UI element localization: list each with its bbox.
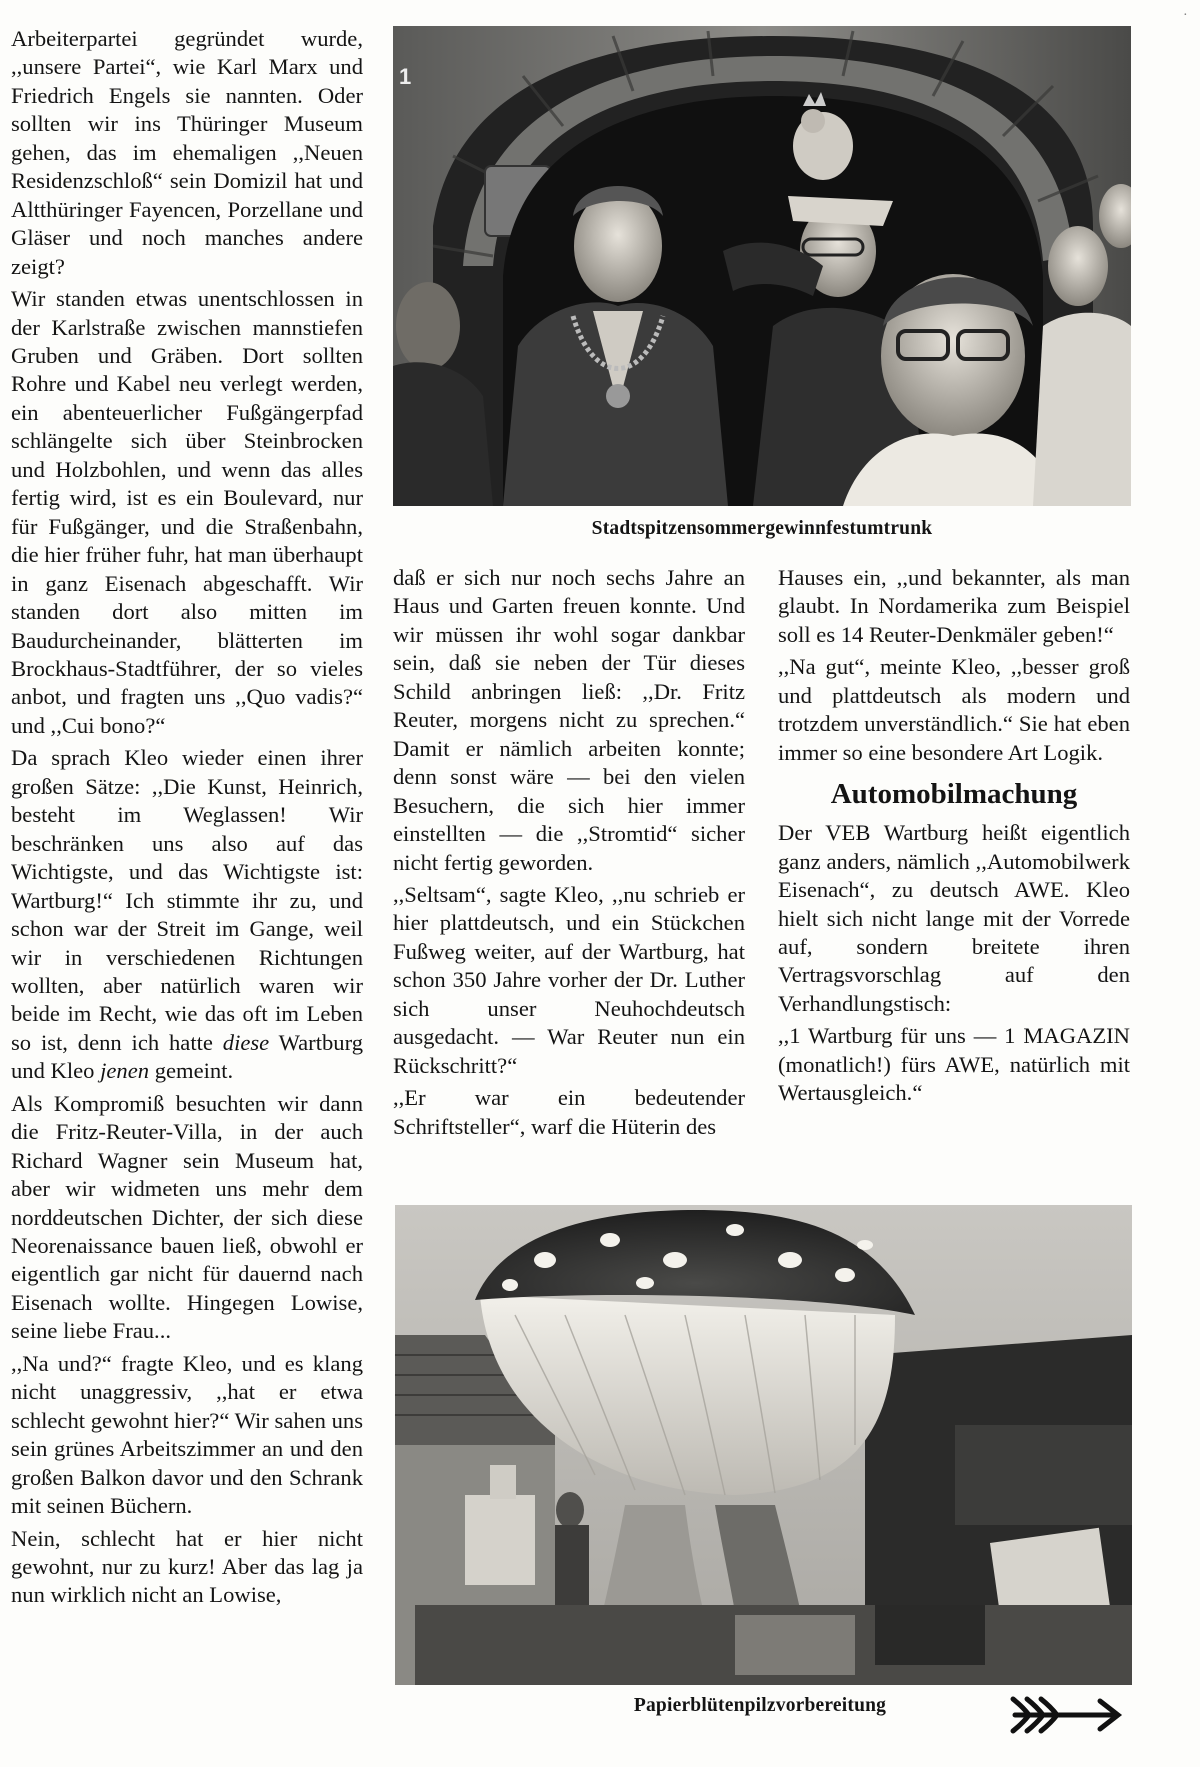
paragraph: Wir standen etwas unentschlossen in der Karlstraße zwischen mannstiefen Gruben und Gräben. Dort sollten Rohre und Kabel neu verlegt werden, ein abenteuerlicher Fußgängerpfad schlängelte sich über Steinbrocken und Holzbohlen, und wenn das alles fertig wird, ist es ein Boulevard, nur für Fußgänger, und die Straßenbahn, die hier früher fuhr, hat man überhaupt in ganz Eisenach abgeschafft. Wir standen dort also mitten im Baudurcheinander, blätterten im Brockhaus-Stadtführer, der so vieles anbot, und fragten uns ,,Quo vadis?“ und ,,Cui bono?“ xyxy=(11,286,363,738)
paragraph: ,,Er war ein bedeutender Schriftsteller“, warf die Hüterin des xyxy=(393,1085,745,1139)
paragraph: ,,Na und?“ fragte Kleo, und es klang nicht unaggressiv, ,,hat er etwa schlecht gewohnt hier?“ Wir sahen uns sein grünes Arbeitszimmer an und den großen Balkon davor und den Schrank mit seinen Büchern. xyxy=(11,1350,363,1519)
section-heading: Automobilmachung xyxy=(830,778,1078,811)
text-column-left xyxy=(11,25,363,1610)
paragraph: Arbeiterpartei gegründet wurde, ,,unsere Partei“, wie Karl Marx und Friedrich Engels sie nannten. Oder sollten wir ins Thüringer Museum gehen, das im ehemaligen ,,Neuen Residenzschloß“ sein Domizil hat und Altthüringer Fayencen, Porzellane und Gläser und noch manches andere zeigt? xyxy=(11,26,363,279)
photo-paper-mushroom xyxy=(395,1205,1132,1685)
paragraph: Hauses ein, ,,und bekannter, als man glaubt. In Nordamerika zum Beispiel soll es 14 Reuter-Denkmäler geben!“ xyxy=(778,565,1130,647)
paragraph: Da sprach Kleo wieder einen ihrer großen Sätze: ,,Die Kunst, Heinrich, besteht im Weglassen! Wir beschränken uns also auf das Wichtigste, und das Wichtigste ist: Wartburg!“ Ich stimmte ihr zu, und schon war der Streit im Gange, weil wir in verschiedenen Richtungen wollten, aber natürlich waren wir beide im Recht, wie das oft im Leben so ist, denn ich hatte diese Wartburg und Kleo jenen gemeint. xyxy=(11,745,363,1084)
paragraph: Nein, schlecht hat er hier nicht gewohnt, nur zu kurz! Aber das lag ja nun wirklich nicht an Lowise, xyxy=(11,1525,363,1608)
photo-caption-bottom: Papierblütenpilzvorbereitung xyxy=(633,1695,887,1716)
paragraph: ,,Seltsam“, sagte Kleo, ,,nu schrieb er hier plattdeutsch, und ein Stückchen Fußweg weiter, auf der Wartburg, hat schon 350 Jahre vorher der Dr. Luther sich unser Neuhochdeutsch ausgedacht. — War Reuter nun ein Rückschritt?“ xyxy=(393,881,745,1078)
photo-illustration xyxy=(395,1205,1132,1685)
photo-illustration xyxy=(393,26,1131,506)
paragraph: ,,1 Wartburg für uns — 1 MAGAZIN (monatlich!) fürs AWE, natürlich mit Wertausgleich.“ xyxy=(778,1023,1130,1106)
paragraph: Als Kompromiß besuchten wir dann die Fritz-Reuter-Villa, in der auch Richard Wagner sein Museum hat, aber wir widmeten uns mehr dem norddeutschen Dichter, der sich diese Neorenaissance bauen ließ, obwohl er eigentlich gar nicht für dauernd nach Eisenach wollte. Hingegen Lowise, seine liebe Frau... xyxy=(11,1090,363,1344)
text-column-middle xyxy=(393,564,745,1141)
door-number: 1 xyxy=(399,64,412,89)
emphasis: jenen xyxy=(100,1058,150,1084)
emphasis: diese xyxy=(222,1029,270,1055)
text-column-right xyxy=(778,564,1130,1108)
page-corner-mark: · xyxy=(1183,8,1188,23)
paragraph: ,,Na gut“, meinte Kleo, ,,besser groß und plattdeutsch als modern und trotzdem unverständlich.“ Sie hat eben immer so eine besondere Art Logik. xyxy=(778,654,1130,765)
photo-town-officials-toast xyxy=(393,26,1131,506)
paragraph: Der VEB Wartburg heißt eigentlich ganz anders, nämlich ,,Automobilwerk Eisenach“, zu deutsch AWE. Kleo hielt sich nicht lange mit der Vorrede auf, sondern breitete ihren Vertragsvorschlag auf den Verhandlungstisch: xyxy=(778,820,1130,1016)
arrow-right-icon xyxy=(1005,1689,1130,1739)
photo-caption-top: Stadtspitzensommergewinnfestumtrunk xyxy=(591,518,933,539)
paragraph: daß er sich nur noch sechs Jahre an Haus und Garten freuen konnte. Und wir müssen ihr wohl sogar dankbar sein, daß sie neben der Tür dieses Schild anbringen ließ: ,,Dr. Fritz Reuter, morgens nicht zu sprechen.“ Damit er nämlich arbeiten konnte; denn sonst wäre — bei den vielen Besuchern, die sich hier immer einstellten — die ,,Stromtid“ sicher nicht fertig geworden. xyxy=(393,565,745,875)
